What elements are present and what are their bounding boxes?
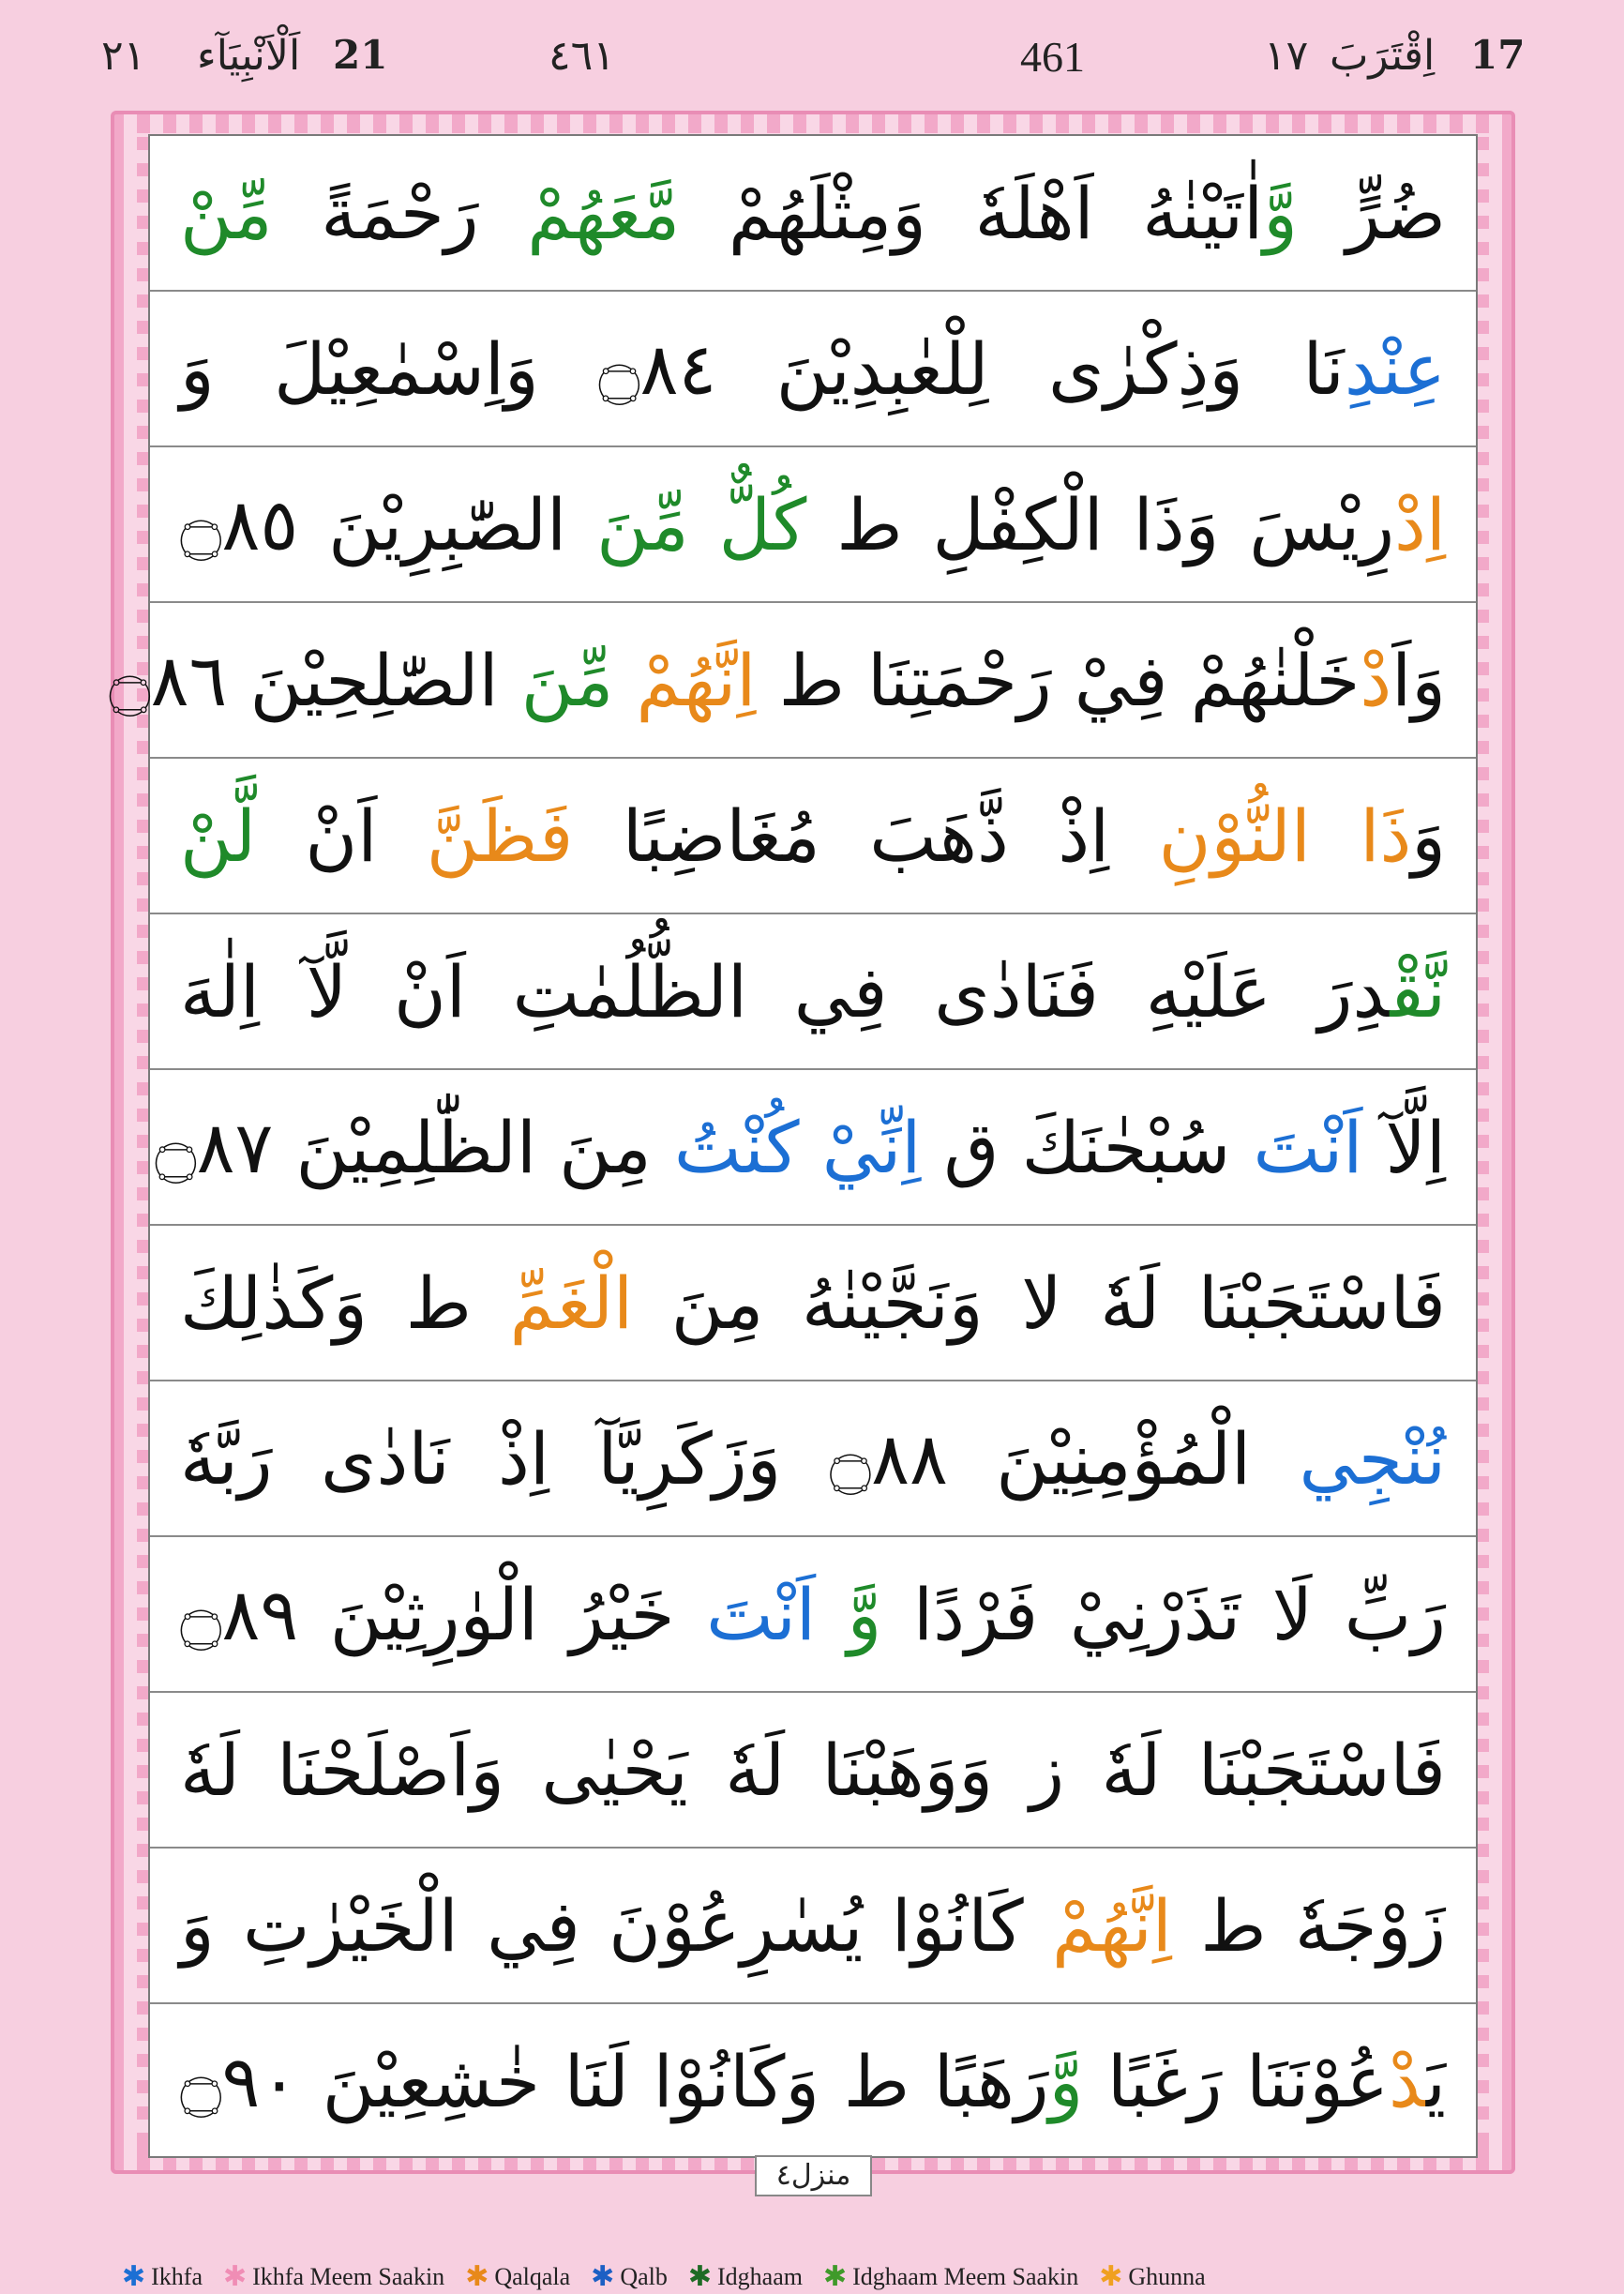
verse-text-segment xyxy=(613,639,636,722)
legend-item xyxy=(122,2263,203,2291)
legend-label: Qalb xyxy=(620,2263,668,2290)
asterisk-icon: ✱ xyxy=(1099,2261,1123,2292)
verse-line-1 xyxy=(150,136,1476,292)
legend-item xyxy=(688,2263,803,2291)
verse-line-8 xyxy=(150,1226,1476,1381)
verse-text-segment: نَا وَذِكْرٰى لِلْعٰبِدِيْنَ ۝٨٤ وَاِسْمٰعِيْلَ وَ xyxy=(180,327,1345,411)
legend-label: Ikhfa Meem Saakin xyxy=(252,2263,445,2290)
verse-text-segment: مِّنَ xyxy=(520,639,614,722)
verse-line-6 xyxy=(150,914,1476,1070)
legend-label: Qalqala xyxy=(494,2263,571,2290)
verse-text-segment: اَنْ xyxy=(256,794,427,878)
verse-text-segment: الْمُؤْمِنِيْنَ ۝٨٨ وَزَكَرِيَّآ اِذْ نَادٰى رَبَّهٗ xyxy=(180,1417,1300,1501)
verse-text-segment: وَّ xyxy=(847,1573,882,1656)
asterisk-icon: ✱ xyxy=(822,2261,848,2292)
verse-text-segment: الصّٰبِرِيْنَ ۝٨٥ xyxy=(180,483,597,566)
juz-number: 17 xyxy=(1470,32,1526,78)
verse-text-segment xyxy=(816,1573,848,1656)
verse-text-segment: اٰتَيْنٰهُ اَهْلَهٗ وَمِثْلَهُمْ xyxy=(680,172,1264,255)
verse-text-segment: رَهَبًا ط وَكَانُوْا لَنَا خٰشِعِيْنَ ۝٩٠ xyxy=(180,2040,1049,2123)
verse-text-segment: وَ xyxy=(1411,794,1446,878)
legend-item xyxy=(823,2263,1078,2291)
verse-text-segment: مَّعَهُمْ xyxy=(527,172,681,255)
surah-number: 21 xyxy=(333,32,388,78)
verse-text-segment: ط وَكَذٰلِكَ xyxy=(180,1261,510,1345)
legend-item xyxy=(1099,2263,1205,2291)
verse-text-segment: خَلْنٰهُمْ فِيْ رَحْمَتِنَا ط xyxy=(756,639,1361,722)
verse-text-segment: ضُرٍّ xyxy=(1297,172,1446,255)
legend-label: Idghaam xyxy=(717,2263,803,2290)
verse-text-segment: اِ xyxy=(1425,483,1446,566)
quran-text-panel xyxy=(109,134,1478,2158)
verse-text-segment: اَنْتَ xyxy=(706,1573,817,1656)
verse-line-13 xyxy=(150,2004,1476,2156)
asterisk-icon: ✱ xyxy=(687,2261,712,2292)
verse-text-segment: عِنْدِ xyxy=(1344,327,1446,411)
verse-text-segment: نُنْجِي xyxy=(1299,1417,1446,1501)
verse-text-segment: زَوْجَهٗ ط xyxy=(1171,1884,1447,1968)
verse-line-9 xyxy=(150,1381,1476,1537)
verse-text-segment: اِلَّآ xyxy=(1362,1106,1446,1189)
legend-label: Idghaam Meem Saakin xyxy=(852,2263,1079,2290)
verse-text-segment: الْغَمِّ xyxy=(509,1261,634,1345)
verse-text-segment: فَاسْتَجَبْنَا لَهٗ ز وَوَهَبْنَا لَهٗ يَحْيٰى وَاَصْلَحْنَا لَهٗ xyxy=(180,1728,1446,1812)
verse-text-segment: اِذْ ذَّهَبَ مُغَاضِبًا xyxy=(573,794,1159,878)
verse-text-segment: فَظَنَّ xyxy=(426,794,574,878)
verse-text-segment: وَاَ xyxy=(1391,639,1446,722)
verse-text-segment: ذَا النُّوْنِ xyxy=(1158,794,1412,878)
verse-line-7 xyxy=(150,1070,1476,1226)
verse-text-segment: رِيْسَ وَذَا الْكِفْلِ ط xyxy=(806,483,1395,566)
juz-number-arabic: ١٧ xyxy=(1264,32,1309,80)
verse-line-2 xyxy=(150,292,1476,447)
verse-line-12 xyxy=(150,1849,1476,2004)
legend-label: Ghunna xyxy=(1128,2263,1206,2290)
verse-text-segment: وَّ xyxy=(1048,2040,1084,2123)
verse-line-4 xyxy=(109,603,1476,759)
page-number: 461 xyxy=(1020,33,1085,81)
verse-text-segment: وَّ xyxy=(1263,172,1298,255)
manzil-label: منزل٤ xyxy=(755,2155,872,2196)
page-header xyxy=(0,0,1624,113)
verse-text-segment: عُوْنَنَا رَغَبًا xyxy=(1083,2040,1389,2123)
asterisk-icon: ✱ xyxy=(223,2261,248,2292)
verse-text-segment: كُلٌّ مِّنَ xyxy=(596,483,807,566)
verse-text-segment: رَحْمَةً xyxy=(272,172,528,255)
juz-name: اِقْتَرَبَ xyxy=(1330,32,1436,80)
verse-line-3 xyxy=(150,447,1476,603)
verse-text-segment: اِنِّيْ كُنْتُ xyxy=(673,1106,922,1189)
verse-text-segment: دْ xyxy=(1388,2040,1426,2123)
verse-text-segment: اِنَّهُمْ xyxy=(1052,1884,1172,1968)
verse-text-segment: الصّٰلِحِيْنَ ۝٨٦ xyxy=(109,639,521,722)
juz-number-arabic-left: ۲۱ xyxy=(101,32,146,80)
legend-item xyxy=(465,2263,570,2291)
verse-line-10 xyxy=(150,1537,1476,1693)
surah-name: اَلْاَنْبِيَآء xyxy=(197,32,301,80)
verse-text-segment: مِّنْ xyxy=(180,172,273,255)
verse-text-segment: دِرَ عَلَيْهِ فَنَادٰى فِي الظُّلُمٰتِ اَنْ لَّآ اِلٰهَ xyxy=(180,950,1391,1034)
verse-text-segment: رَبِّ لَا تَذَرْنِيْ فَرْدًا xyxy=(881,1573,1446,1656)
asterisk-icon: ✱ xyxy=(122,2261,146,2292)
verse-text-segment: لَّنْ xyxy=(180,794,257,878)
verse-text-segment: سُبْحٰنَكَ ق xyxy=(921,1106,1254,1189)
verse-text-segment: خَيْرُ الْوٰرِثِيْنَ ۝٨٩ xyxy=(180,1573,707,1656)
verse-text-segment: نَّقْ xyxy=(1390,950,1446,1034)
verse-text-segment: كَانُوْا يُسٰرِعُوْنَ فِي الْخَيْرٰتِ وَ xyxy=(180,1884,1053,1968)
legend-item xyxy=(591,2263,668,2291)
legend-label: Ikhfa xyxy=(151,2263,203,2290)
verse-text-segment: اَنْتَ xyxy=(1253,1106,1363,1189)
tajweed-legend xyxy=(122,2260,1226,2294)
verse-text-segment: دْ xyxy=(1394,483,1426,566)
asterisk-icon: ✱ xyxy=(465,2261,489,2292)
page-number-arabic: ٤٦١ xyxy=(549,32,615,80)
verse-text-segment: دْ xyxy=(1360,639,1392,722)
asterisk-icon: ✱ xyxy=(591,2261,615,2292)
verse-text-segment: اِنَّهُمْ xyxy=(636,639,757,722)
verse-line-5 xyxy=(150,759,1476,914)
verse-text-segment: يَ xyxy=(1425,2040,1446,2123)
verse-text-segment: فَاسْتَجَبْنَا لَهٗ لا وَنَجَّيْنٰهُ مِنَ xyxy=(633,1261,1446,1345)
verse-text-segment: مِنَ الظّٰلِمِيْنَ ۝٨٧ xyxy=(155,1106,674,1189)
verse-line-11 xyxy=(150,1693,1476,1849)
legend-item xyxy=(223,2263,444,2291)
